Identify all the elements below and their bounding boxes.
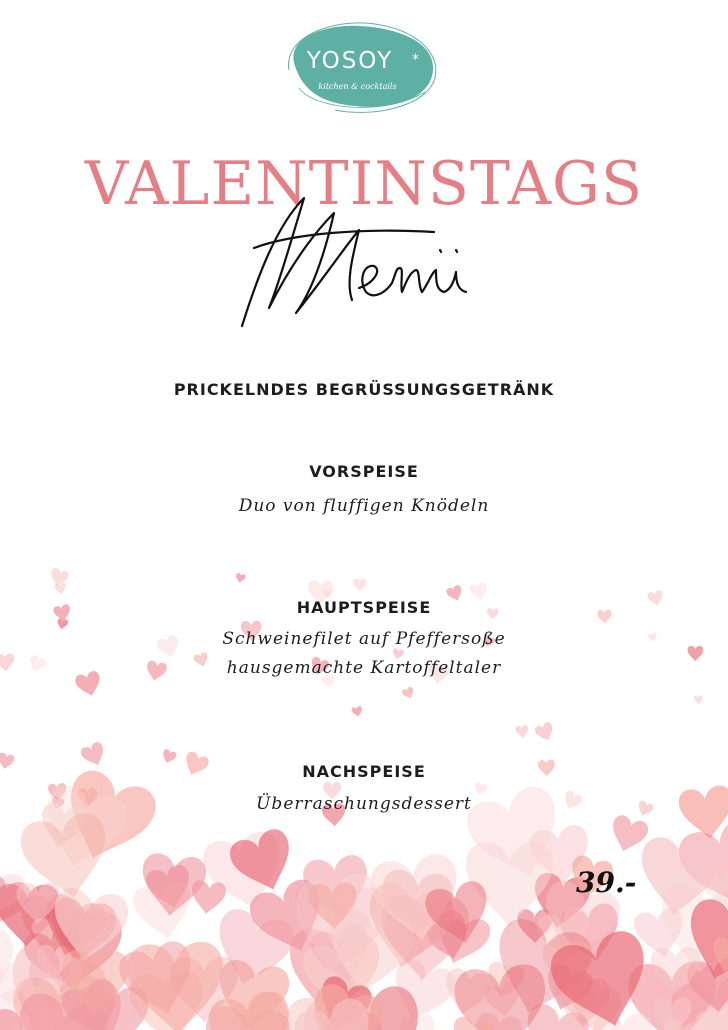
starter-dish: Duo von fluffigen Knödeln <box>238 496 490 516</box>
logo-tagline: kitchen & cocktails <box>318 82 397 91</box>
script-menu-lettering <box>234 188 484 328</box>
dessert-heading: NACHSPEISE <box>302 762 426 781</box>
logo-star-icon: * <box>412 52 419 68</box>
starter-heading: VORSPEISE <box>309 462 419 481</box>
price: 39.- <box>576 866 637 899</box>
welcome-drink-heading: PRICKELNDES BEGRÜSSUNGSGETRÄNK <box>173 380 555 399</box>
main-course-side-dish: hausgemachte Kartoffeltaler <box>226 658 502 678</box>
main-course-dish: Schweinefilet auf Pfeffersoße <box>222 629 506 649</box>
heart-shape <box>351 706 363 718</box>
logo-name: YOSOY <box>306 48 394 74</box>
heart-shape <box>54 582 67 595</box>
script-title-text <box>233 187 234 188</box>
heart-shape <box>534 721 557 744</box>
script-title <box>234 188 484 328</box>
heart-shape <box>694 695 704 704</box>
page-title: VALENTINSTAGS <box>84 149 644 219</box>
dessert-dish: Überraschungsdessert <box>256 794 472 814</box>
heart-shape <box>189 879 227 916</box>
heart-shape <box>401 686 416 700</box>
heart-shape <box>235 573 246 584</box>
main-course-heading: HAUPTSPEISE <box>296 598 432 617</box>
logo <box>275 18 440 118</box>
heart-shape <box>353 579 366 592</box>
heart-shape <box>515 725 529 739</box>
